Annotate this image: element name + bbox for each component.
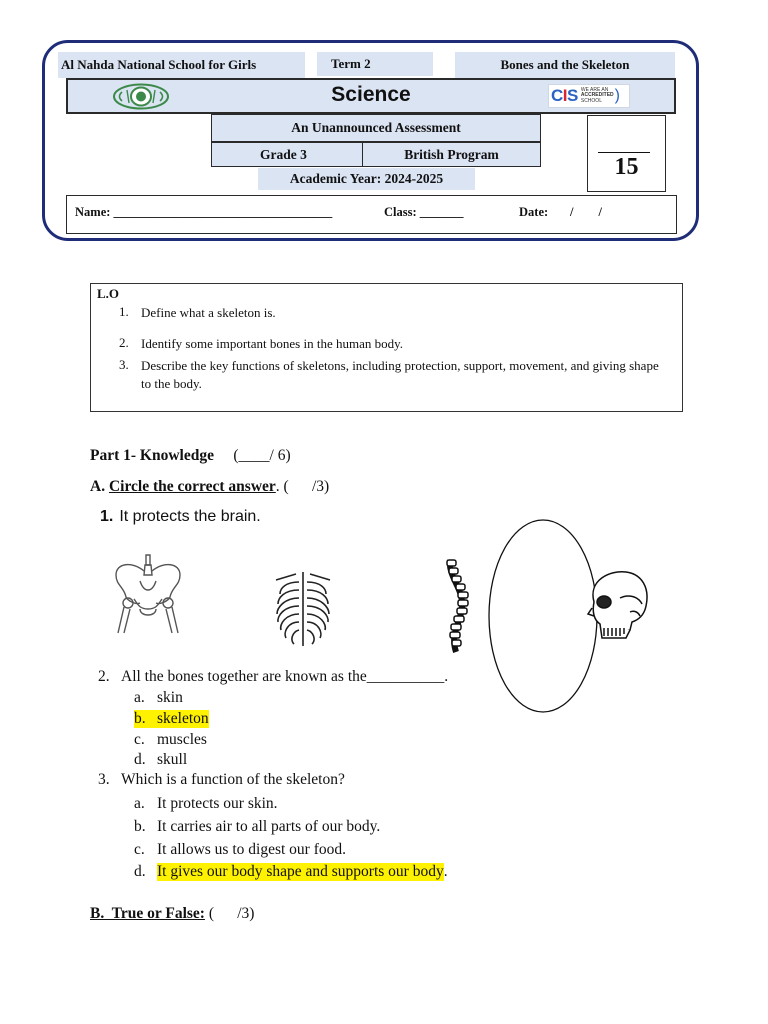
- part1-heading: Part 1- Knowledge (____/ 6): [90, 447, 291, 464]
- academic-year: Academic Year: 2024-2025: [258, 168, 475, 190]
- q3-option-a[interactable]: a. It protects our skin.: [134, 795, 278, 812]
- date-field[interactable]: Date: / /: [519, 205, 602, 219]
- question-1: 1. It protects the brain.: [100, 508, 261, 525]
- grade-label: Grade 3: [211, 142, 363, 167]
- name-field[interactable]: Name: ___________________________________: [75, 205, 333, 219]
- term-label: Term 2: [317, 52, 433, 76]
- section-b-score: ( /3): [204, 905, 255, 922]
- cis-accreditation-logo: [548, 84, 630, 108]
- total-score: 15: [614, 154, 639, 180]
- class-field[interactable]: Class: _______: [384, 205, 464, 219]
- q2-option-d[interactable]: d. skull: [134, 751, 188, 768]
- lo-item: 1. Define what a skeleton is.: [119, 304, 276, 320]
- lo-title: L.O: [97, 286, 120, 301]
- cis-logo-caption: WE ARE AN ACCREDITED SCHOOL: [580, 86, 614, 104]
- lo-item: 3. Describe the key functions of skeletons, including protection, support, movement, and giving shape to the body.: [119, 357, 659, 391]
- skull-icon[interactable]: [580, 568, 652, 642]
- q2-option-c[interactable]: c. muscles: [134, 731, 207, 748]
- section-b-heading: B. True or False: ( /3): [90, 905, 255, 922]
- q3-option-b[interactable]: b. It carries air to all parts of our body.: [134, 818, 381, 835]
- school-name: Al Nahda National School for Girls: [58, 52, 305, 78]
- cis-logo-text: CIS: [551, 86, 578, 105]
- section-a-score: . ( /3): [275, 478, 330, 495]
- highlighted-answer: skeleton: [157, 710, 209, 727]
- student-info-row: [66, 195, 677, 234]
- cis-logo-arc-icon: ): [614, 87, 620, 104]
- section-a-instruction: Circle the correct answer: [108, 478, 276, 495]
- q2-option-b[interactable]: b. skeleton: [134, 710, 209, 727]
- ribcage-icon[interactable]: [272, 570, 334, 648]
- q3-option-c[interactable]: c. It allows us to digest our food.: [134, 841, 346, 858]
- highlighted-answer: It gives our body shape and supports our body: [157, 863, 444, 880]
- spine-icon[interactable]: [438, 558, 476, 654]
- q3-option-d[interactable]: d. It gives our body shape and supports our body .: [134, 863, 448, 880]
- section-a-heading: A. Circle the correct answer. ( /3): [90, 478, 330, 495]
- part1-score: (____/ 6): [233, 447, 291, 464]
- pelvis-icon[interactable]: [110, 553, 186, 635]
- subject-title: Science: [331, 83, 411, 106]
- program-label: British Program: [362, 142, 541, 167]
- lo-item: 2. Identify some important bones in the human body.: [119, 335, 403, 351]
- assessment-type: An Unannounced Assessment: [211, 114, 541, 142]
- topic-label: Bones and the Skeleton: [455, 52, 675, 78]
- q2-option-a[interactable]: a. skin: [134, 689, 183, 706]
- total-score-box: [587, 115, 666, 192]
- learning-objectives-box: [90, 283, 683, 412]
- question-2: 2. All the bones together are known as the__________.: [98, 668, 449, 685]
- subject-bar: [66, 78, 676, 114]
- score-blank-line: [598, 152, 650, 153]
- question-3: 3. Which is a function of the skeleton?: [98, 771, 345, 788]
